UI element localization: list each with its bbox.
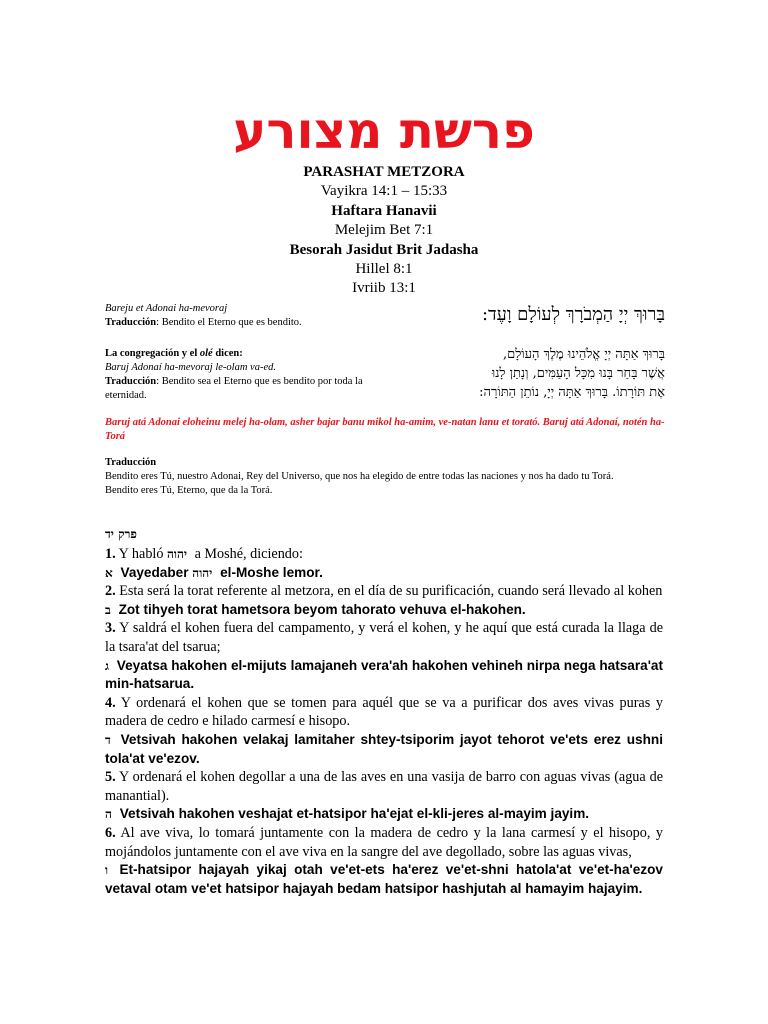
verse-translit-2: ב Zot tihyeh torat hametsora beyom tahorato vehuva el-hakohen.: [105, 601, 526, 617]
congregation-label: La congregación y el olé dicen:: [105, 348, 243, 359]
verse-translit-3: ג Veyatsa hakohen el-mijuts lamajaneh vera'ah hakohen vehineh nirpa nega hatsara'at min-hatsarua.: [105, 657, 664, 692]
haftara-reference: Melejim Bet 7:1: [334, 222, 434, 239]
translation-line-2: Bendito eres Tú, Eterno, que da la Torá.: [105, 485, 273, 496]
verse-spanish-2: 2. Esta será la torat referente al metzora, en el día de su purificación, cuando será llevado al kohen: [105, 583, 663, 600]
verse-spanish-5: 5. Y ordenará el kohen degollar a una de las aves en una vasija de barro con aguas vivas (agua de manantial).: [105, 769, 663, 804]
hebrew-title: פרשת מצורע: [233, 102, 535, 160]
besorah-reference-1: Hillel 8:1: [355, 261, 413, 278]
congregation-blessing: [105, 347, 395, 403]
verse-translit-6: ו Et-hatsipor hajayah yikaj otah ve'et-ets ha'erez ve'et-shni hatola'at ve'et-ha'ezov vetaval otam ve'et hatsipor hajayah bedam hatsipor hashjutah al hamayim hajayim.: [105, 862, 663, 896]
parasha-header: [0, 163, 768, 299]
besorah-reference-2: Ivriib 13:1: [352, 280, 416, 297]
translation-line-1: Bendito eres Tú, nuestro Adonai, Rey del Universo, que nos ha elegido de entre todas las naciones y nos ha dado tu Torá.: [105, 471, 614, 482]
verse-translit-1: א Vayedaber יהוה el-Moshe lemor.: [105, 564, 323, 580]
haftara-label: Haftara Hanavii: [331, 202, 437, 219]
parasha-name: PARASHAT METZORA: [303, 164, 465, 180]
verses-list: [105, 545, 663, 898]
torah-blessing-translit: Baruj atá Adonai eloheinu melej ha-olam, asher bajar banu mikol ha-amim, ve-natan lanu et torató. Baruj atá Adonaí, notén ha-Torá: [105, 417, 665, 442]
torah-blessing-translation: [105, 456, 675, 498]
chapter-label: פרק יד: [105, 527, 137, 541]
torah-blessing-hebrew: בָּרוּךְ אַתָּה יְיָ אֱלֹהֵינוּ מֶלֶךְ הָעוֹלָם, אֲשֶׁר בָּחַר בָּנוּ מִכָּל הָעַמִּים, וְנָתַן לָנוּ אֶת תּוֹרָתוֹ. בָּרוּךְ אַתָּה יְיָ, נוֹתֵן הַתּוֹרָה:: [479, 347, 665, 400]
verse-spanish-4: 4. Y ordenará el kohen que se tomen para aquél que se va a purificar dos aves vivas puras y madera de cedro e hilado carmesí e hisopo.: [105, 694, 663, 730]
bareju-blessing: [105, 302, 375, 330]
torah-reference: Vayikra 14:1 – 15:33: [320, 183, 448, 200]
verse-translit-4: ד Vetsivah hakohen velakaj lamitaher shtey-tsiporim jayot tehorot ve'ets erez ushni tola'at ve'ezov.: [105, 731, 663, 766]
translation-label: Traducción: [105, 457, 157, 468]
congregation-translation: Traducción: Bendito sea el Eterno que es bendito por toda la eternidad.: [105, 376, 363, 401]
verse-spanish-1: 1. Y habló יהוה a Moshé, diciendo:: [105, 546, 303, 562]
congregation-translit: Baruj Adonaí ha-mevoraj le-olam va-ed.: [105, 362, 276, 373]
verse-spanish-6: 6. Al ave viva, lo tomará juntamente con la madera de cedro y la lana carmesí y el hisopo, y mojándolos juntamente con el ave viva en la sangre del ave degollado, sobre las aguas vivas,: [105, 824, 663, 860]
verse-translit-5: ה Vetsivah hakohen veshajat et-hatsipor ha'ejat el-kli-jeres al-mayim jayim.: [105, 806, 590, 822]
verse-spanish-3: 3. Y saldrá el kohen fuera del campamento, y verá el kohen, y he aquí que está curada la llaga de la tsara'at del tsarua;: [105, 620, 663, 655]
bareju-translation: Traducción: Bendito el Eterno que es bendito.: [105, 317, 302, 328]
bareju-hebrew: בָּרוּךְ יְיָ הַמְבֹרָךְ לְעוֹלָם וָעֶד:: [481, 304, 665, 325]
bareju-translit: Bareju et Adonai ha-mevoraj: [105, 303, 228, 314]
besorah-label: Besorah Jasidut Brit Jadasha: [289, 241, 479, 258]
